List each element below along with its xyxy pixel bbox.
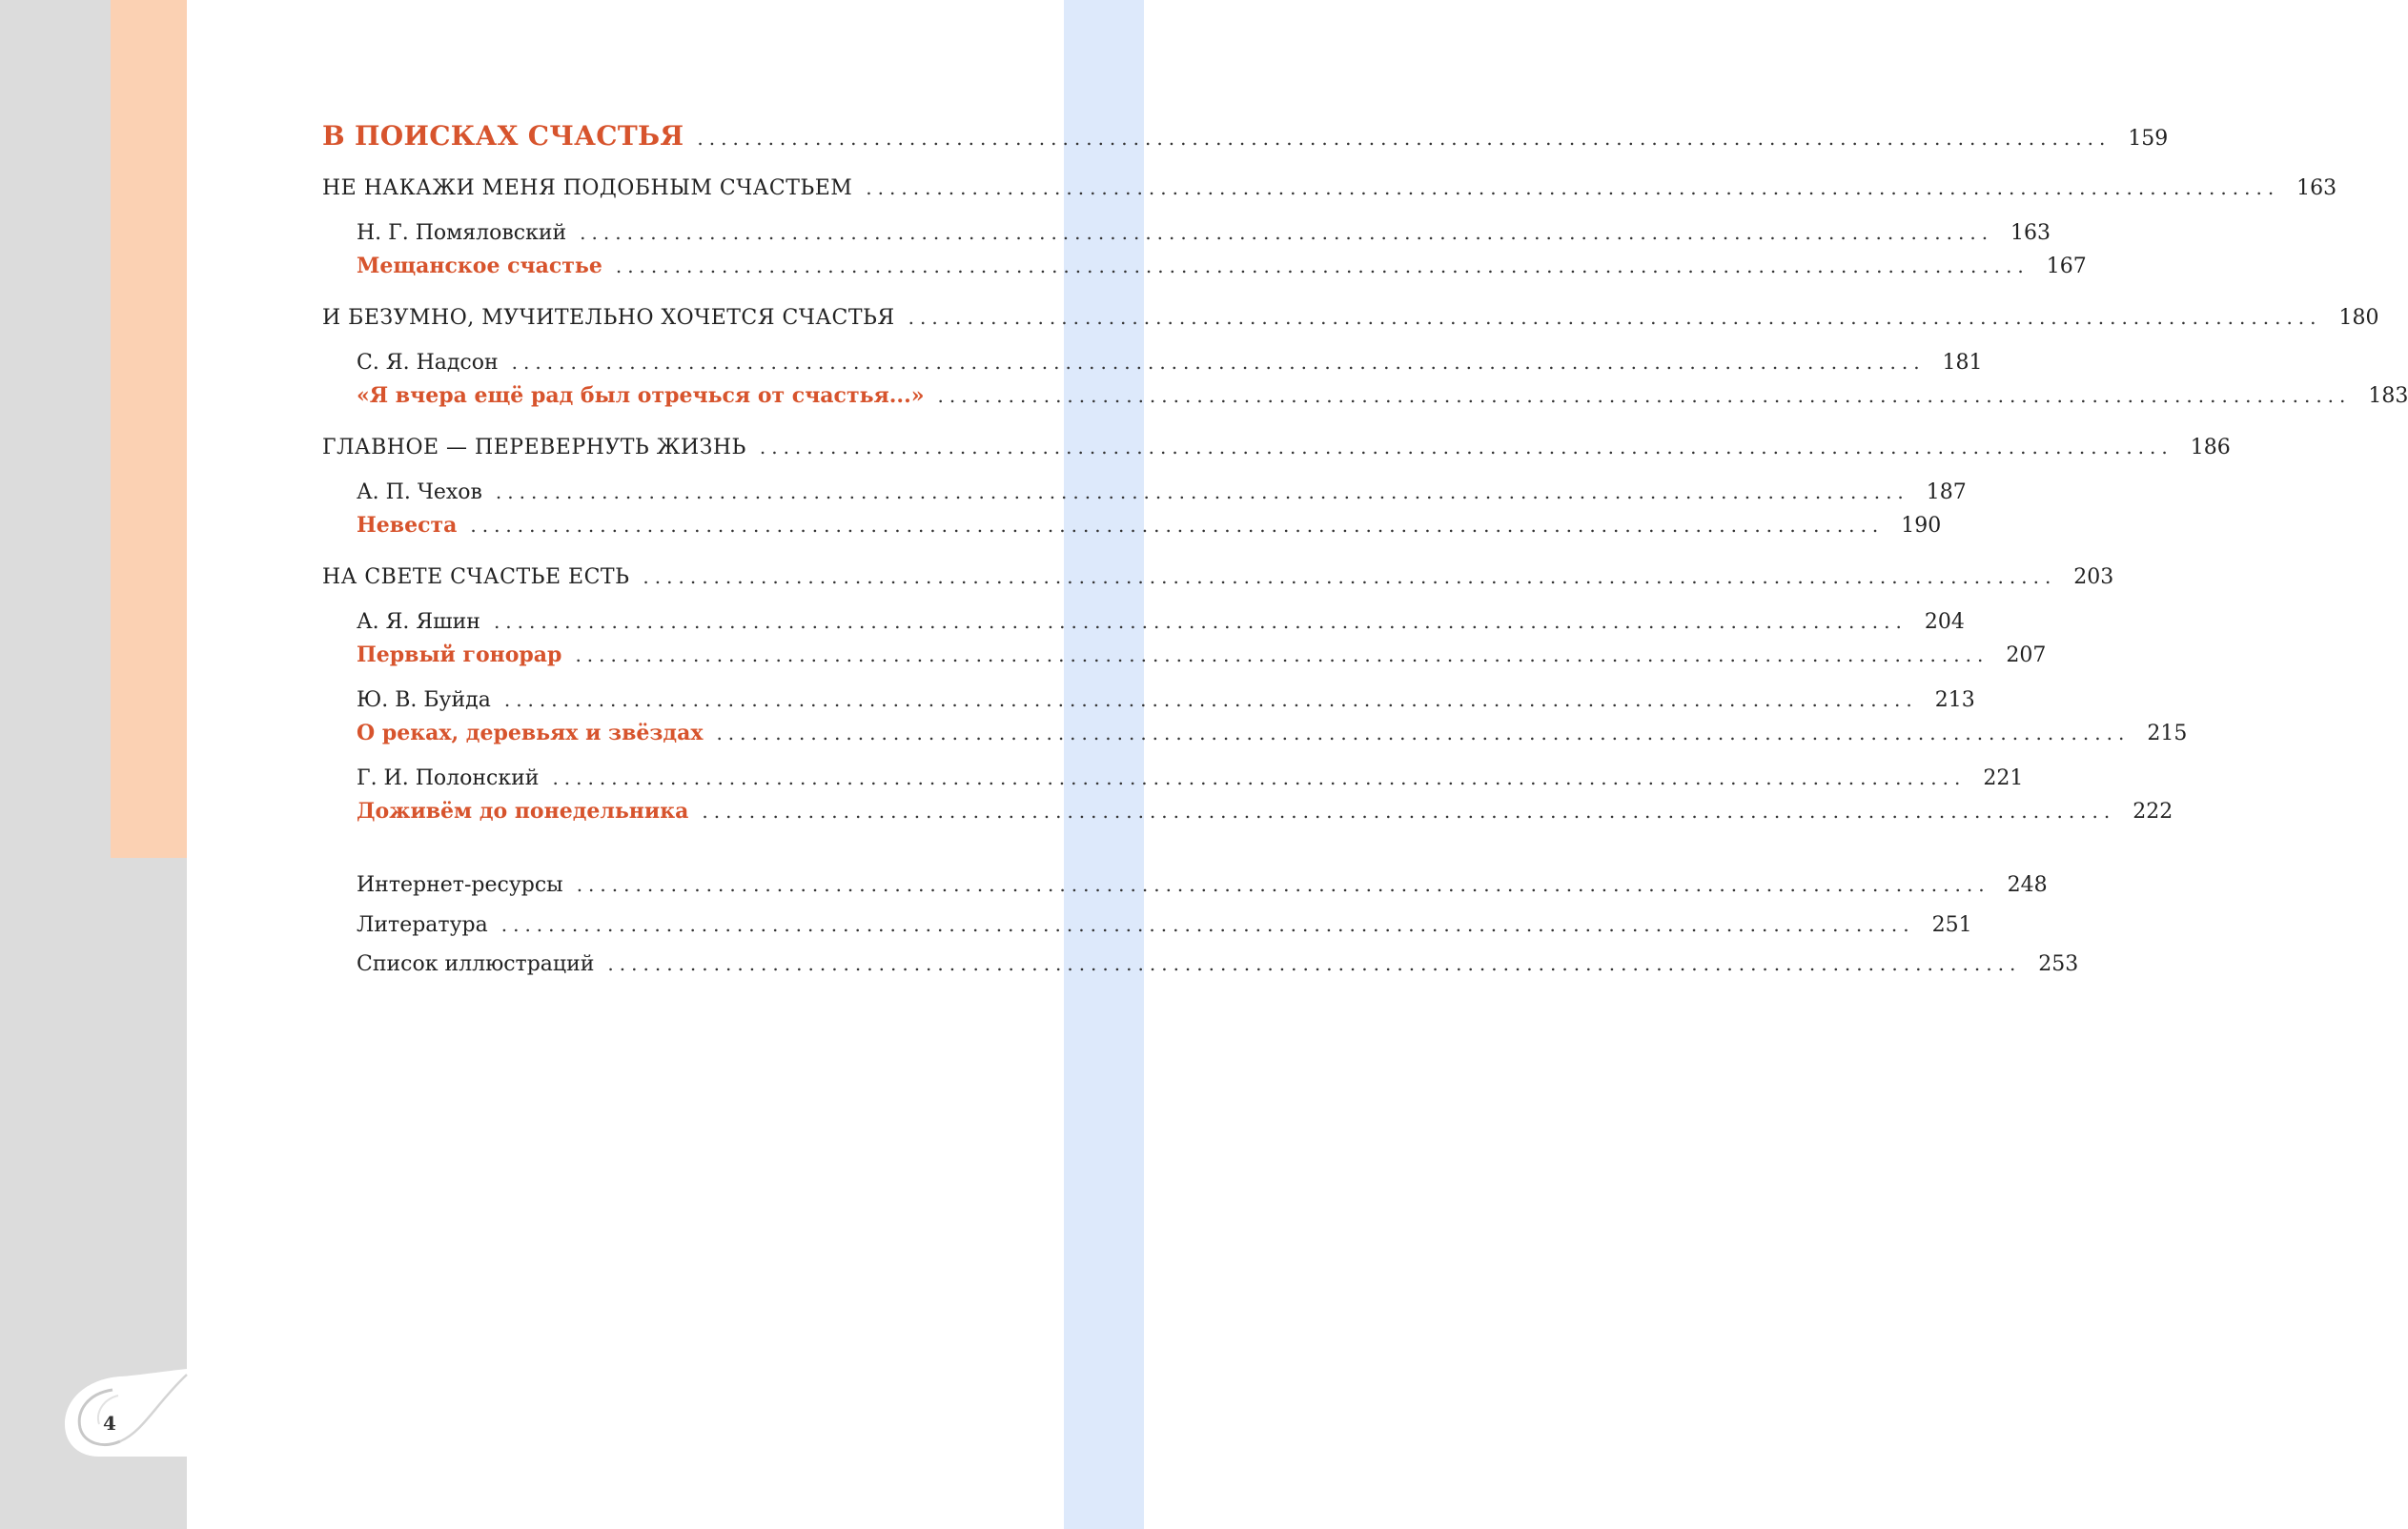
toc-page: 253 [2038, 952, 2079, 976]
dot-leader: ........................................................................................................................ [866, 176, 2280, 199]
toc-page: 186 [2190, 436, 2231, 459]
toc-title: Ю. В. Буйда [357, 688, 491, 712]
toc-page: 183 [2368, 384, 2408, 408]
toc-appendix-row[interactable] [357, 949, 2079, 979]
toc-title: Интернет-ресурсы [357, 873, 563, 897]
toc-chapter-row[interactable] [322, 562, 2114, 592]
toc-page: 207 [2006, 643, 2047, 667]
toc-work-row[interactable] [357, 381, 2408, 411]
dot-leader: ........................................................................................................................ [716, 722, 2131, 744]
dot-leader: ........................................................................................................................ [495, 480, 1909, 503]
dot-leader: ........................................................................................................................ [615, 255, 2030, 277]
toc-title: ГЛАВНОЕ — ПЕРЕВЕРНУТЬ ЖИЗНЬ [322, 436, 746, 459]
toc-title: Доживём до понедельника [357, 799, 689, 824]
toc-title: «Я вчера ещё рад был отречься от счастья...» [357, 383, 925, 408]
toc-title: НЕ НАКАЖИ МЕНЯ ПОДОБНЫМ СЧАСТЬЕМ [322, 176, 853, 200]
dot-leader: ........................................................................................................................ [580, 221, 1994, 244]
toc-title: Г. И. Полонский [357, 766, 540, 790]
dot-leader: ........................................................................................................................ [643, 565, 2057, 588]
toc-chapter-row[interactable] [322, 433, 2231, 462]
toc-work-row[interactable] [357, 511, 1942, 540]
dot-leader: ........................................................................................................................ [470, 514, 1885, 537]
toc-page: 163 [2296, 176, 2337, 200]
toc-author-row[interactable] [357, 685, 1975, 715]
swirl-ornament-icon [61, 1369, 187, 1457]
dot-leader: ........................................................................................................................ [576, 873, 1990, 896]
dot-leader: ........................................................................................................................ [503, 688, 1918, 711]
toc-title: А. П. Чехов [357, 480, 482, 504]
toc-work-row[interactable] [357, 641, 2047, 670]
toc-author-row[interactable] [357, 478, 1967, 507]
toc-chapter-row[interactable] [322, 173, 2337, 203]
toc-section-row[interactable] [322, 120, 2169, 153]
dot-leader: ........................................................................................................................ [607, 952, 2022, 975]
dot-leader: ........................................................................................................................ [552, 766, 1967, 789]
toc-title: Мещанское счастье [357, 254, 602, 278]
toc-page: 222 [2133, 800, 2173, 824]
toc-title: Список иллюстраций [357, 952, 595, 976]
toc-author-row[interactable] [357, 348, 1983, 377]
toc-author-row[interactable] [357, 218, 2051, 248]
toc-title: С. Я. Надсон [357, 351, 499, 375]
page-number: 4 [103, 1412, 116, 1435]
toc-title: Н. Г. Помяловский [357, 221, 567, 245]
toc-page: 190 [1901, 514, 1942, 538]
dot-leader: ........................................................................................................................ [759, 436, 2173, 459]
dot-leader: ........................................................................................................................ [493, 610, 1908, 633]
toc-chapter-row[interactable] [322, 303, 2379, 333]
toc-title: Невеста [357, 513, 458, 538]
dot-leader: ........................................................................................................................ [937, 384, 2352, 407]
toc-page: 159 [2128, 127, 2169, 151]
toc-work-row[interactable] [357, 719, 2188, 748]
peach-side-band [111, 0, 187, 858]
toc-page: 167 [2046, 255, 2087, 278]
toc-author-row[interactable] [357, 764, 2024, 793]
dot-leader: ........................................................................................................................ [908, 306, 2322, 329]
toc-page: 180 [2338, 306, 2379, 330]
toc-title: И БЕЗУМНО, МУЧИТЕЛЬНО ХОЧЕТСЯ СЧАСТЬЯ [322, 306, 895, 330]
toc-title: О реках, деревьях и звёздах [357, 721, 704, 745]
dot-leader: ........................................................................................................................ [511, 351, 1926, 374]
dot-leader: ........................................................................................................................ [702, 800, 2116, 823]
toc-page: 215 [2147, 722, 2188, 745]
toc-work-row[interactable] [357, 252, 2087, 281]
toc-title: Первый гонорар [357, 642, 562, 667]
dot-leader: ........................................................................................................................ [697, 127, 2112, 150]
toc-appendix-row[interactable] [357, 870, 2048, 900]
toc-page: 204 [1924, 610, 1965, 634]
dot-leader: ........................................................................................................................ [500, 913, 1915, 936]
toc-page: 181 [1942, 351, 1983, 375]
toc-work-row[interactable] [357, 797, 2173, 826]
toc-page: 203 [2073, 565, 2114, 589]
toc-title: А. Я. Яшин [357, 610, 480, 634]
toc-author-row[interactable] [357, 607, 1965, 637]
toc-page: 213 [1934, 688, 1975, 712]
toc-page: 187 [1926, 480, 1967, 504]
toc-appendix-row[interactable] [357, 910, 1972, 940]
toc-title: Литература [357, 913, 488, 937]
toc-page: 248 [2007, 873, 2048, 897]
toc-page: 251 [1931, 913, 1972, 937]
toc-page: 163 [2010, 221, 2051, 245]
dot-leader: ........................................................................................................................ [575, 643, 1990, 666]
toc-title: НА СВЕТЕ СЧАСТЬЕ ЕСТЬ [322, 565, 630, 589]
toc-title: В ПОИСКАХ СЧАСТЬЯ [322, 120, 684, 152]
toc-page: 221 [1983, 766, 2024, 790]
left-margin-strip [0, 0, 111, 1529]
